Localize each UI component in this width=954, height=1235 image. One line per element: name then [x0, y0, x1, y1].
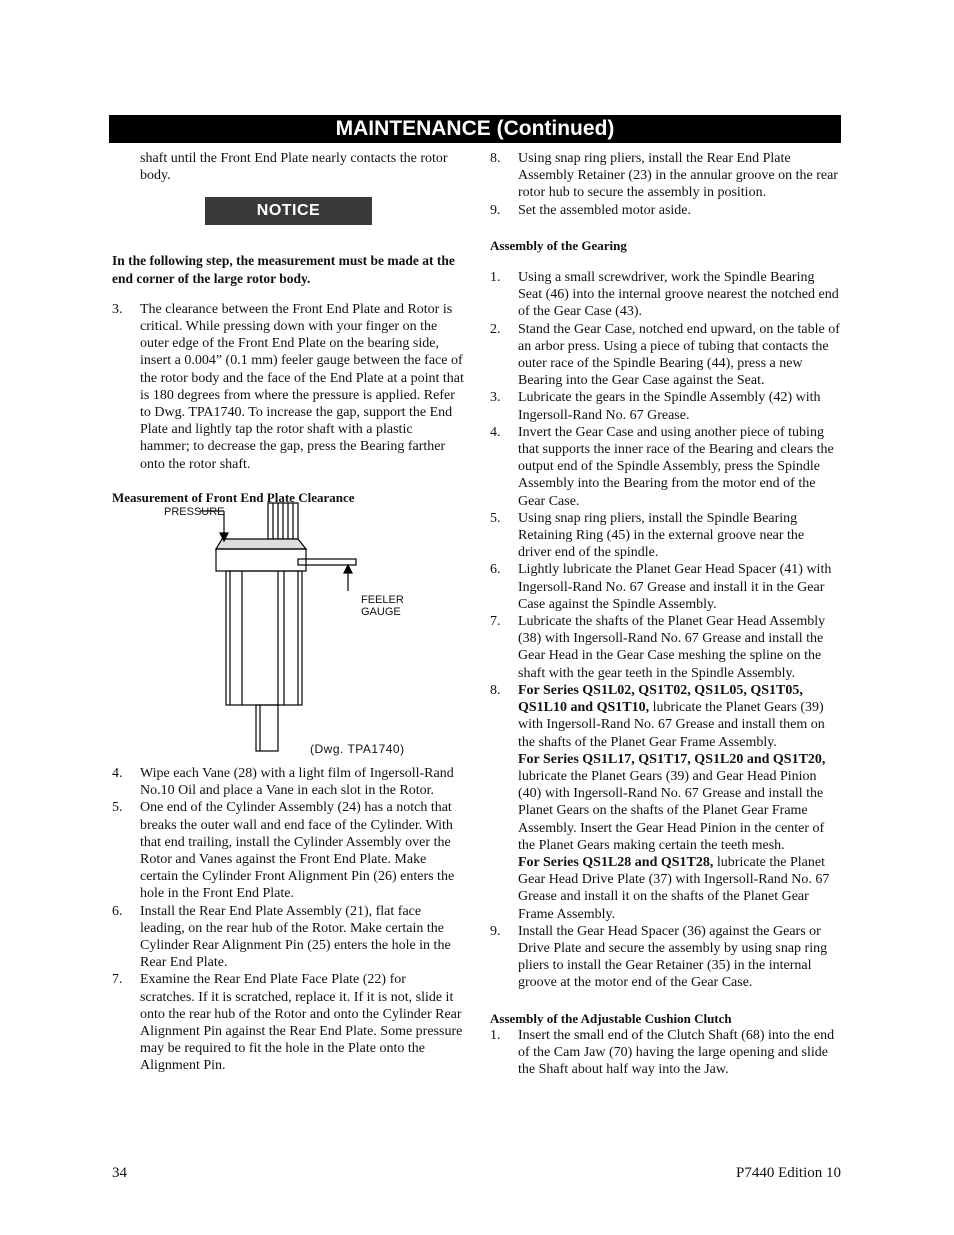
series-label: For Series QS1L17, QS1T17, QS1L20 and QS1T20, — [518, 751, 826, 767]
step-number: 1. — [490, 1027, 501, 1043]
list-item — [490, 389, 840, 423]
step-text: Insert the small end of the Clutch Shaft (68) into the end of the Cam Jaw (70) having the large opening and slide the Shaft about half way into the Jaw. — [518, 1027, 835, 1078]
notice-text: In the following step, the measurement must be made at the end corner of the large rotor body. — [112, 253, 455, 286]
step-text: Invert the Gear Case and using another piece of tubing that supports the inner race of the Bearing and clears the output end of the Spindle Assembly, press the Spindle Assembly into the Bearing from the motor end of the Gear Case. — [518, 424, 834, 509]
step-number: 4. — [490, 424, 501, 440]
list-item — [490, 682, 840, 923]
step-text: Using a small screwdriver, work the Spindle Bearing Seat (46) into the internal groove nearest the notched end of the Gear Case (43). — [518, 270, 839, 320]
step-text: Using snap ring pliers, install the Spindle Bearing Retaining Ring (45) in the external groove near the driver end of the spindle. — [518, 510, 805, 561]
list-item — [490, 150, 840, 202]
page-title: MAINTENANCE (Continued) — [109, 115, 841, 143]
pressure-label: PRESSURE — [164, 506, 225, 518]
step-text: Lightly lubricate the Planet Gear Head Spacer (41) with Ingersoll-Rand No. 67 Grease and install it in the Gear Case against the Spindle Assembly. — [518, 562, 832, 612]
list-item — [490, 1027, 840, 1079]
step-number: 6. — [490, 562, 501, 578]
step-number: 4. — [112, 766, 123, 781]
step-text: Examine the Rear End Plate Face Plate (22) for scratches. If it is scratched, replace it. If it is not, slide it onto the rear hub of the Rotor and onto the Cylinder Rear Alignment Pin against the Rear End Plate. Some pressure may be required to fit the hole in the Plate onto the Alignment Pin. — [140, 972, 463, 1074]
list-item — [490, 613, 840, 682]
step-text: Wipe each Vane (28) with a light film of Ingersoll-Rand No.10 Oil and place a Vane in each slot in the Rotor. — [140, 766, 454, 799]
list-item — [490, 202, 840, 219]
step-text-part: lubricate the Planet Gears (39) and Gear Head Pinion (40) with Ingersoll-Rand No. 67 Grease and install the Planet Gears on the shafts of the Planet Gear Frame Assembly. Insert the Gear Head Pinion in the center of the Planet Gears making certain the teeth mesh. — [518, 768, 825, 853]
step-number: 5. — [112, 800, 123, 816]
step-number: 8. — [490, 151, 501, 166]
step-number: 9. — [490, 923, 501, 939]
step-text — [518, 682, 840, 923]
step-text: Install the Rear End Plate Assembly (21), flat face leading, on the rear hub of the Rotor. Make certain the Cylinder Rear Alignment Pin (25) enters the hole in the Rear End Plate. — [140, 903, 451, 971]
right-column — [490, 150, 840, 1078]
rotor-diagram — [150, 495, 450, 760]
series-label: For Series QS1L02, QS1T02, QS1L05, QS1T05, QS1L10 and QS1T10, — [518, 682, 803, 716]
notice-badge: NOTICE — [205, 197, 372, 225]
step-number: 7. — [112, 972, 123, 988]
step-number: 6. — [112, 903, 123, 919]
step-number: 9. — [490, 202, 501, 218]
step-text-part: lubricate the Planet Gear Head Drive Plate (37) with Ingersoll-Rand No. 67 Grease and install it on the shafts of the Planet Gear Frame Assembly. — [518, 854, 830, 922]
list-item — [490, 269, 840, 321]
step-number: 3. — [112, 301, 123, 317]
list-item — [490, 321, 840, 390]
feeler-label: FEELER — [361, 594, 404, 606]
step-text: The clearance between the Front End Plate and Rotor is critical. While pressing down with your finger on the outer edge of the Front End Plate on the bearing side, insert a 0.004” (0.1 mm) feeler gauge between the face of the rotor body and the face of the End Plate at a point that is 180 degrees from where the pressure is applied. Refer to Dwg. TPA1740. To increase the gap, support the End Plate and lightly tap the rotor shaft with a plastic hammer; to decrease the gap, press the Bearing farther onto the rotor shaft. — [140, 301, 464, 472]
list-item — [490, 510, 840, 562]
gauge-label: GAUGE — [361, 606, 401, 618]
list-item — [112, 765, 464, 799]
continuation-text: shaft until the Front End Plate nearly contacts the rotor body. — [140, 151, 448, 184]
list-item — [490, 424, 840, 510]
list-item — [112, 799, 464, 902]
page-number: 34 — [112, 1165, 127, 1181]
series-label: For Series QS1L28 and QS1T28, — [518, 854, 714, 870]
step-text: One end of the Cylinder Assembly (24) has a notch that breaks the outer wall and end face of the Cylinder. With that end trailing, install the Cylinder Assembly over the Rotor and Vanes against the Front End Plate. Make certain the Cylinder Front Alignment Pin (26) enters the hole in the Front End Plate. — [140, 800, 455, 902]
step-text: Install the Gear Head Spacer (36) against the Gears or Drive Plate and secure the assembly by using snap ring pliers to install the Gear Retainer (35) in the internal groove at the motor end of the Gear Case. — [518, 923, 828, 991]
clearance-figure — [150, 495, 450, 760]
step-number: 8. — [490, 682, 501, 698]
step-number: 2. — [490, 321, 501, 337]
figure-caption: (Dwg. TPA1740) — [310, 742, 405, 756]
step-number: 1. — [490, 270, 501, 286]
left-steps — [112, 765, 464, 1075]
step-text: Lubricate the shafts of the Planet Gear Head Assembly (38) with Ingersoll-Rand No. 67 Grease and install the Gear Head in the Gear Case meshing the spline on the shaft with the gear teeth in the Spindle Assembly. — [518, 614, 826, 681]
step-number: 3. — [490, 390, 501, 406]
edition-label: P7440 Edition 10 — [735, 1165, 841, 1181]
section-heading: Assembly of the Adjustable Cushion Clutch — [490, 1010, 732, 1026]
list-item — [112, 301, 464, 473]
step-text: Set the assembled motor aside. — [518, 202, 692, 218]
list-item — [112, 971, 464, 1074]
step-text-part: lubricate the Planet Gears (39) with Ingersoll-Rand No. 67 Grease and install them on the shafts of the Planet Gear Frame Assembly. — [518, 700, 825, 750]
list-item — [112, 903, 464, 972]
step-text: Lubricate the gears in the Spindle Assembly (42) with Ingersoll-Rand No. 67 Grease. — [518, 390, 821, 423]
section-heading: Assembly of the Gearing — [490, 237, 627, 253]
step-text: Using snap ring pliers, install the Rear End Plate Assembly Retainer (23) in the annular groove on the rear rotor hub to secure the assembly in position. — [518, 151, 838, 201]
step-number: 5. — [490, 510, 501, 526]
list-item — [490, 923, 840, 992]
list-item — [490, 561, 840, 613]
figure-heading: Measurement of Front End Plate Clearance — [112, 489, 355, 505]
step-number: 7. — [490, 614, 501, 630]
step-text: Stand the Gear Case, notched end upward, on the table of an arbor press. Using a piece of tubing that contacts the outer race of the Spindle Bearing (44), press a new Bearing into the Gear Case against the Seat. — [518, 321, 840, 389]
